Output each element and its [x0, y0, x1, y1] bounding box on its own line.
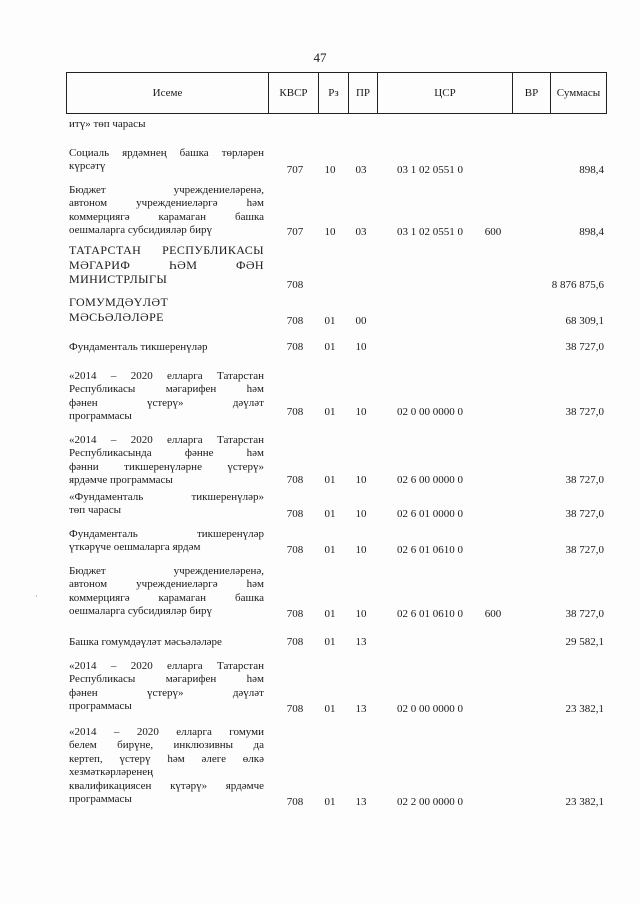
- row-name-line: Фундаменталь тикшеренүләр: [69, 341, 208, 353]
- row-name-line: «Фундаменталь тикшеренүләр»: [69, 491, 264, 503]
- row-kvsr: 707: [286, 226, 304, 238]
- row-kvsr: 708: [286, 608, 304, 620]
- row-pr: 10: [355, 474, 367, 486]
- row-name-line: коммерциягә карамаган башка: [69, 591, 264, 604]
- header-rz: Рз: [319, 73, 349, 113]
- row-name-line: Бюджет учреждениеләренә,: [69, 184, 264, 196]
- row-sum: 38 727,0: [565, 544, 604, 556]
- row-name-line: Бюджет учреждениеләренә,: [69, 565, 264, 577]
- row-name-line: үткәрүче оешмаларга ярдәм: [69, 541, 201, 554]
- row-rz: 01: [324, 636, 336, 648]
- row-rz: 01: [324, 474, 336, 486]
- row-name-line: «2014 – 2020 елларга гомуми: [69, 726, 264, 738]
- row-csr: 02 6 01 0000 0: [397, 508, 463, 520]
- row-kvsr: 708: [286, 508, 304, 520]
- row-kvsr: 708: [286, 796, 304, 808]
- row-name-line: хезмәткәрләренең: [69, 766, 154, 779]
- row-pr: 10: [355, 508, 367, 520]
- row-sum: 38 727,0: [565, 406, 604, 418]
- row-kvsr: 707: [286, 164, 304, 176]
- row-name-line: программасы: [69, 793, 132, 806]
- row-name-line: программасы: [69, 410, 132, 423]
- row-name-line: автоном учреждениеләргә һәм: [69, 578, 264, 591]
- row-csr: 02 6 00 0000 0: [397, 474, 463, 486]
- row-sum: 29 582,1: [565, 636, 604, 648]
- row-name-line: Республикасы мәгарифен һәм: [69, 383, 264, 396]
- row-sum: 898,4: [579, 164, 604, 176]
- row-name-line: Республикасында фәнне һәм: [69, 447, 264, 460]
- row-name: [69, 660, 264, 714]
- row-name-line: Башка гомумдәүләт мәсьәләләре: [69, 636, 222, 648]
- row-name-line: «2014 – 2020 елларга Татарстан: [69, 660, 264, 672]
- row-name-line: МӘСЬӘЛӘЛӘРЕ: [69, 309, 164, 324]
- row-name-line: квалификациясен күтәрү» ярдәмче: [69, 779, 264, 792]
- row-kvsr: 708: [286, 474, 304, 486]
- row-name: [69, 341, 264, 354]
- row-sum: 38 727,0: [565, 608, 604, 620]
- row-name-line: төп чарасы: [69, 504, 122, 517]
- row-sum: 23 382,1: [565, 796, 604, 808]
- row-rz: 10: [324, 164, 336, 176]
- row-kvsr: 708: [286, 703, 304, 715]
- header-name: Исеме: [67, 73, 269, 113]
- row-name-line: ТАТАРСТАН РЕСПУБЛИКАСЫ: [69, 243, 264, 257]
- row-pr: 03: [355, 226, 367, 238]
- row-csr: 02 2 00 0000 0: [397, 796, 463, 808]
- scan-mark: ·: [35, 592, 38, 601]
- row-name-line: «2014 – 2020 елларга Татарстан: [69, 434, 264, 446]
- row-name: [69, 565, 264, 619]
- header-csr: ЦСР: [378, 73, 513, 113]
- row-name-line: фәнни тикшеренүләрне үстерү»: [69, 460, 264, 473]
- row-name-line: Социаль ярдәмнең башка төрләрен: [69, 147, 264, 159]
- row-kvsr: 708: [286, 544, 304, 556]
- row-name: [69, 184, 264, 238]
- row-pr: 13: [355, 796, 367, 808]
- row-rz: 01: [324, 796, 336, 808]
- row-pr: 10: [355, 608, 367, 620]
- row-sum: 38 727,0: [565, 508, 604, 520]
- row-rz: 01: [324, 315, 336, 327]
- row-sum: 38 727,0: [565, 341, 604, 353]
- row-name-line: оешмаларга субсидияләр бирү: [69, 224, 212, 237]
- header-sum: Суммасы: [556, 87, 601, 99]
- row-vr: 600: [484, 608, 502, 620]
- row-sum: 38 727,0: [565, 474, 604, 486]
- row-name-line: программасы: [69, 700, 132, 713]
- row-name-line: «2014 – 2020 елларга Татарстан: [69, 370, 264, 382]
- header-pr: ПР: [349, 73, 378, 113]
- row-name: [69, 726, 264, 806]
- row-name: [69, 118, 264, 131]
- row-name: [69, 243, 264, 287]
- row-pr: 10: [355, 341, 367, 353]
- row-rz: 01: [324, 508, 336, 520]
- row-name-line: коммерциягә карамаган башка: [69, 210, 264, 223]
- row-name: [69, 370, 264, 424]
- row-name-line: ярдәмче программасы: [69, 474, 173, 487]
- row-vr: 600: [484, 226, 502, 238]
- row-sum: 898,4: [579, 226, 604, 238]
- header-vr: ВР: [513, 73, 551, 113]
- row-name-line: кертеп, үстерү һәм әлеге өлкә: [69, 752, 264, 765]
- row-name-line: автоном учреждениеләргә һәм: [69, 197, 264, 210]
- row-name-line: МИНИСТРЛЫГЫ: [69, 272, 168, 286]
- row-sum: 23 382,1: [565, 703, 604, 715]
- row-kvsr: 708: [286, 406, 304, 418]
- page-number: 47: [313, 50, 327, 65]
- row-pr: 03: [355, 164, 367, 176]
- row-name-line: МӘГАРИФ ҺӘМ ФӘН: [69, 257, 264, 272]
- row-csr: 02 0 00 0000 0: [397, 406, 463, 418]
- row-rz: 01: [324, 608, 336, 620]
- row-csr: 02 6 01 0610 0: [397, 544, 463, 556]
- row-rz: 01: [324, 703, 336, 715]
- row-sum: 68 309,1: [565, 315, 604, 327]
- row-rz: 01: [324, 544, 336, 556]
- row-pr: 13: [355, 636, 367, 648]
- row-name: [69, 636, 264, 649]
- row-name: [69, 295, 264, 324]
- row-name-line: фәнен үстерү» дәүләт: [69, 396, 264, 409]
- row-name-line: күрсәтү: [69, 160, 106, 173]
- row-sum: 8 876 875,6: [551, 279, 604, 291]
- row-pr: 00: [355, 315, 367, 327]
- row-rz: 10: [324, 226, 336, 238]
- row-csr: 02 6 01 0610 0: [397, 608, 463, 620]
- row-name: [69, 434, 264, 488]
- row-kvsr: 708: [286, 315, 304, 327]
- row-pr: 10: [355, 406, 367, 418]
- row-pr: 10: [355, 544, 367, 556]
- row-csr: 02 0 00 0000 0: [397, 703, 463, 715]
- row-kvsr: 708: [286, 341, 304, 353]
- row-name-line: белем бирүне, инклюзивны да: [69, 739, 264, 752]
- row-rz: 01: [324, 406, 336, 418]
- row-name: [69, 147, 264, 174]
- row-name-line: фәнен үстерү» дәүләт: [69, 686, 264, 699]
- row-name-line: оешмаларга субсидияләр бирү: [69, 605, 212, 618]
- row-name-line: Республикасы мәгарифен һәм: [69, 673, 264, 686]
- row-kvsr: 708: [286, 279, 304, 291]
- row-name-line: итү» төп чарасы: [69, 118, 146, 130]
- row-name-line: Фундаменталь тикшеренүләр: [69, 528, 264, 540]
- row-kvsr: 708: [286, 636, 304, 648]
- row-name: [69, 491, 264, 518]
- row-name-line: ГОМУМДӘҮЛӘТ: [69, 295, 169, 309]
- row-csr: 03 1 02 0551 0: [397, 226, 463, 238]
- header-kvsr: КВСР: [269, 73, 319, 113]
- row-pr: 13: [355, 703, 367, 715]
- row-rz: 01: [324, 341, 336, 353]
- row-csr: 03 1 02 0551 0: [397, 164, 463, 176]
- row-name: [69, 528, 264, 555]
